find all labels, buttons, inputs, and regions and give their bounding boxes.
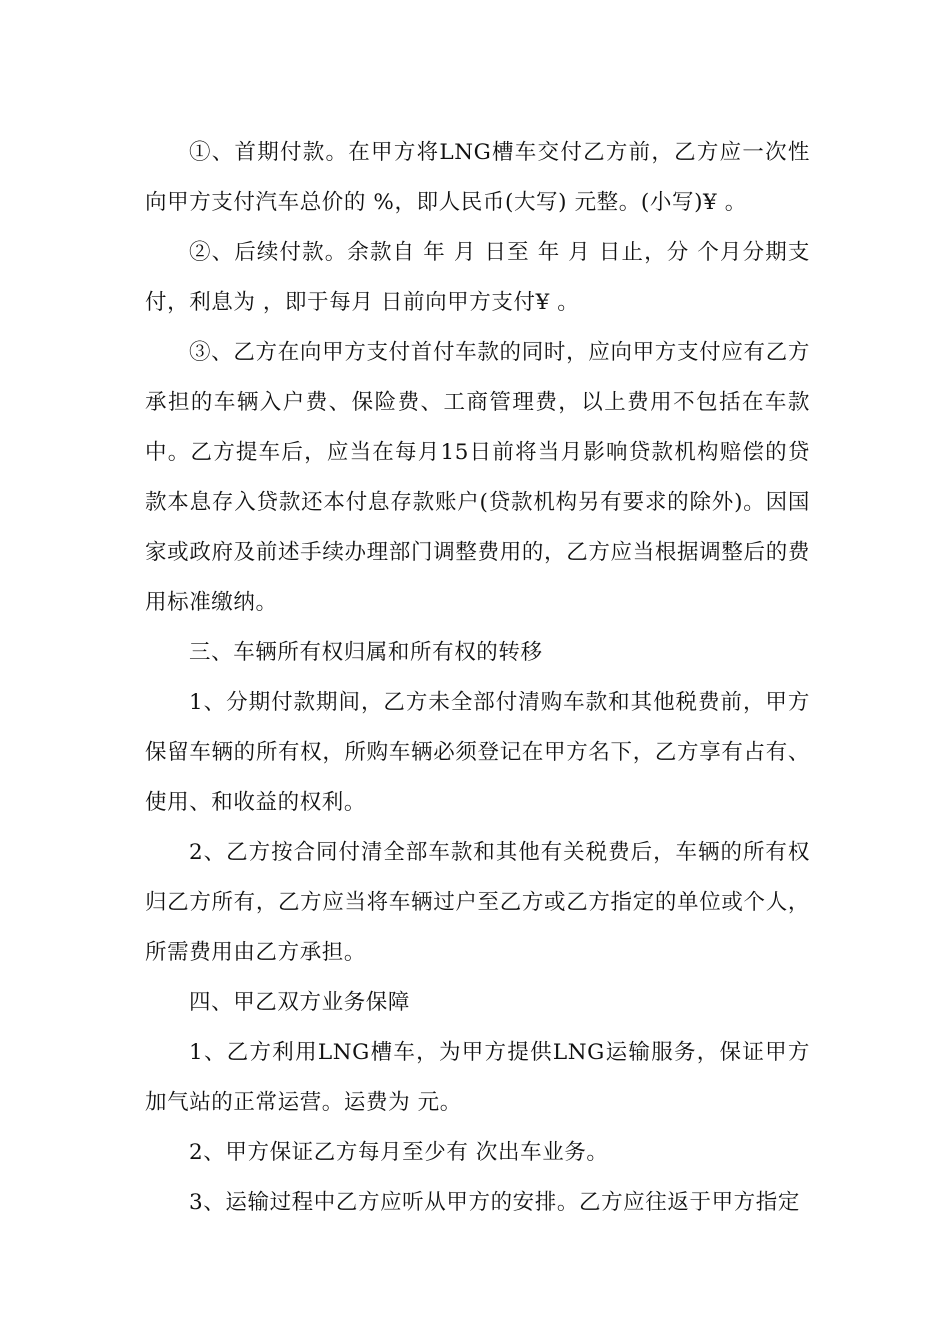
section-heading-ownership: 三、车辆所有权归属和所有权的转移 (189, 640, 543, 665)
paragraph-guarantee-3: 3、运输过程中乙方应听从甲方的安排。乙方应往返于甲方指定 (189, 1190, 800, 1215)
paragraph-guarantee-1: 1、乙方利用LNG槽车，为甲方提供LNG运输服务，保证甲方加气站的正常运营。运费为 元。 (145, 1040, 810, 1115)
paragraph-ownership-2: 2、乙方按合同付清全部车款和其他有关税费后，车辆的所有权归乙方所有，乙方应当将车辆过户至乙方或乙方指定的单位或个人，所需费用由乙方承担。 (145, 840, 810, 965)
paragraph-ownership-1: 1、分期付款期间，乙方未全部付清购车款和其他税费前，甲方保留车辆的所有权，所购车辆必须登记在甲方名下，乙方享有占有、使用、和收益的权利。 (145, 690, 810, 815)
section-heading-business-guarantee: 四、甲乙双方业务保障 (189, 990, 411, 1015)
document-page (145, 128, 810, 1228)
paragraph-guarantee-2: 2、甲方保证乙方每月至少有 次出车业务。 (189, 1140, 609, 1165)
paragraph-first-payment: ①、首期付款。在甲方将LNG槽车交付乙方前，乙方应一次性向甲方支付汽车总价的 %，即人民币(大写) 元整。(小写)¥ 。 (145, 140, 810, 215)
paragraph-subsequent-payment: ②、后续付款。余款自 年 月 日至 年 月 日止，分 个月分期支付，利息为 ，即于每月 日前向甲方支付¥ 。 (145, 240, 810, 315)
paragraph-fees: ③、乙方在向甲方支付首付车款的同时，应向甲方支付应有乙方承担的车辆入户费、保险费、工商管理费，以上费用不包括在车款中。乙方提车后，应当在每月15日前将当月影响贷款机构赔偿的贷款本息存入贷款还本付息存款账户(贷款机构另有要求的除外)。因国家或政府及前述手续办理部门调整费用的，乙方应当根据调整后的费用标准缴纳。 (145, 340, 810, 615)
